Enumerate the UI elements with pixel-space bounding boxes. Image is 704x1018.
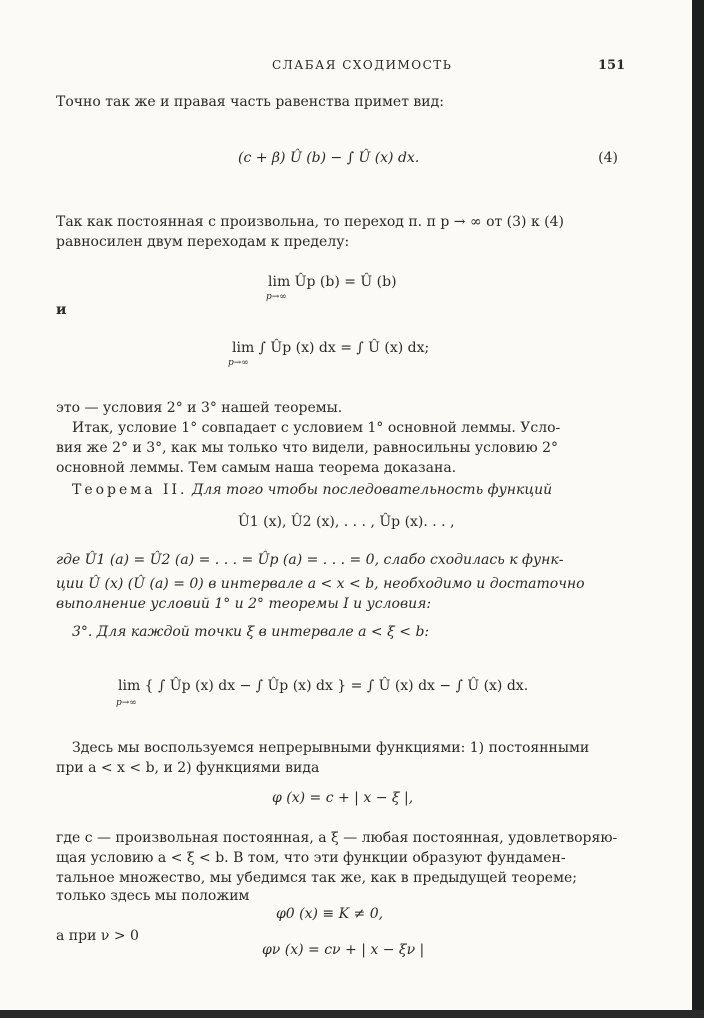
scan-bottom-edge <box>0 1010 704 1018</box>
text-line: щая условию a < ξ < b. В том, что эти функции образуют фундамен- <box>56 850 566 866</box>
text-line: Точно так же и правая часть равенства примет вид: <box>56 94 444 110</box>
theorem-line <box>72 480 552 500</box>
theorem-text: Для того чтобы последовательность функций <box>191 482 553 498</box>
running-title: СЛАБАЯ СХОДИМОСТЬ <box>272 58 453 72</box>
formula-phi: φ (x) = c + | x − ξ |, <box>272 790 414 806</box>
condition-3: 3°. Для каждой точки ξ в интервале a < ξ < b: <box>72 624 430 640</box>
text-line: при a < x < b, и 2) функциями вида <box>56 760 320 776</box>
text-line: только здесь мы положим <box>56 888 250 904</box>
formula-phi-nu: φν (x) = cν + | x − ξν | <box>262 942 425 958</box>
text-line: вия же 2° и 3°, как мы только что видели, равносильны условию 2° <box>56 440 558 456</box>
formula-4: (c + β) Û (b) − ∫ Û (x) dx. <box>238 150 420 166</box>
formula-limit-b: lim Ûp (b) = Û (b) <box>268 274 397 290</box>
text-line: это — условия 2° и 3° нашей теоремы. <box>56 400 343 416</box>
text-line: Так как постоянная c произвольна, то переход п. п p → ∞ от (3) к (4) <box>56 214 564 230</box>
text-line: Итак, условие 1° совпадает с условием 1° основной леммы. Усло- <box>72 420 561 436</box>
text-line: ции Û (x) (Û (a) = 0) в интервале a < x < b, необходимо и достаточно <box>56 576 585 592</box>
limit-subscript: p→∞ <box>266 292 287 302</box>
formula-condition-3: lim { ∫ Ûp (x) dx − ∫ Ûp (x) dx } = ∫ Û (x) dx − ∫ Û (x) dx. <box>118 678 529 694</box>
text-line: где Û1 (a) = Û2 (a) = . . . = Ûp (a) = . . . = 0, слабо сходилась к функ- <box>56 552 564 568</box>
limit-subscript: p→∞ <box>116 698 137 708</box>
formula-phi-0: φ0 (x) ≡ K ≠ 0, <box>276 906 384 922</box>
text-line: где c — произвольная постоянная, а ξ — любая постоянная, удовлетворяю- <box>56 830 618 846</box>
page-number: 151 <box>598 58 626 73</box>
scan-edge <box>692 0 704 1018</box>
text-line: равносилен двум переходам к пределу: <box>56 234 350 250</box>
limit-subscript: p→∞ <box>228 358 249 368</box>
text-line: Здесь мы воспользуемся непрерывными функциями: 1) постоянными <box>72 740 590 756</box>
text-line: выполнение условий 1° и 2° теоремы I и условия: <box>56 596 432 612</box>
text-line: тальное множество, мы убедимся так же, как в предыдущей теореме; <box>56 870 577 886</box>
theorem-label: Теорема II. <box>72 482 188 498</box>
formula-limit-integral: lim ∫ Ûp (x) dx = ∫ Û (x) dx; <box>232 340 430 356</box>
conjunction: и <box>56 302 67 318</box>
formula-sequence: Û1 (x), Û2 (x), . . . , Ûp (x). . . , <box>238 514 455 530</box>
text-line: а при ν > 0 <box>56 928 139 944</box>
text-line: основной леммы. Тем самым наша теорема доказана. <box>56 460 457 476</box>
equation-number: (4) <box>598 150 618 166</box>
